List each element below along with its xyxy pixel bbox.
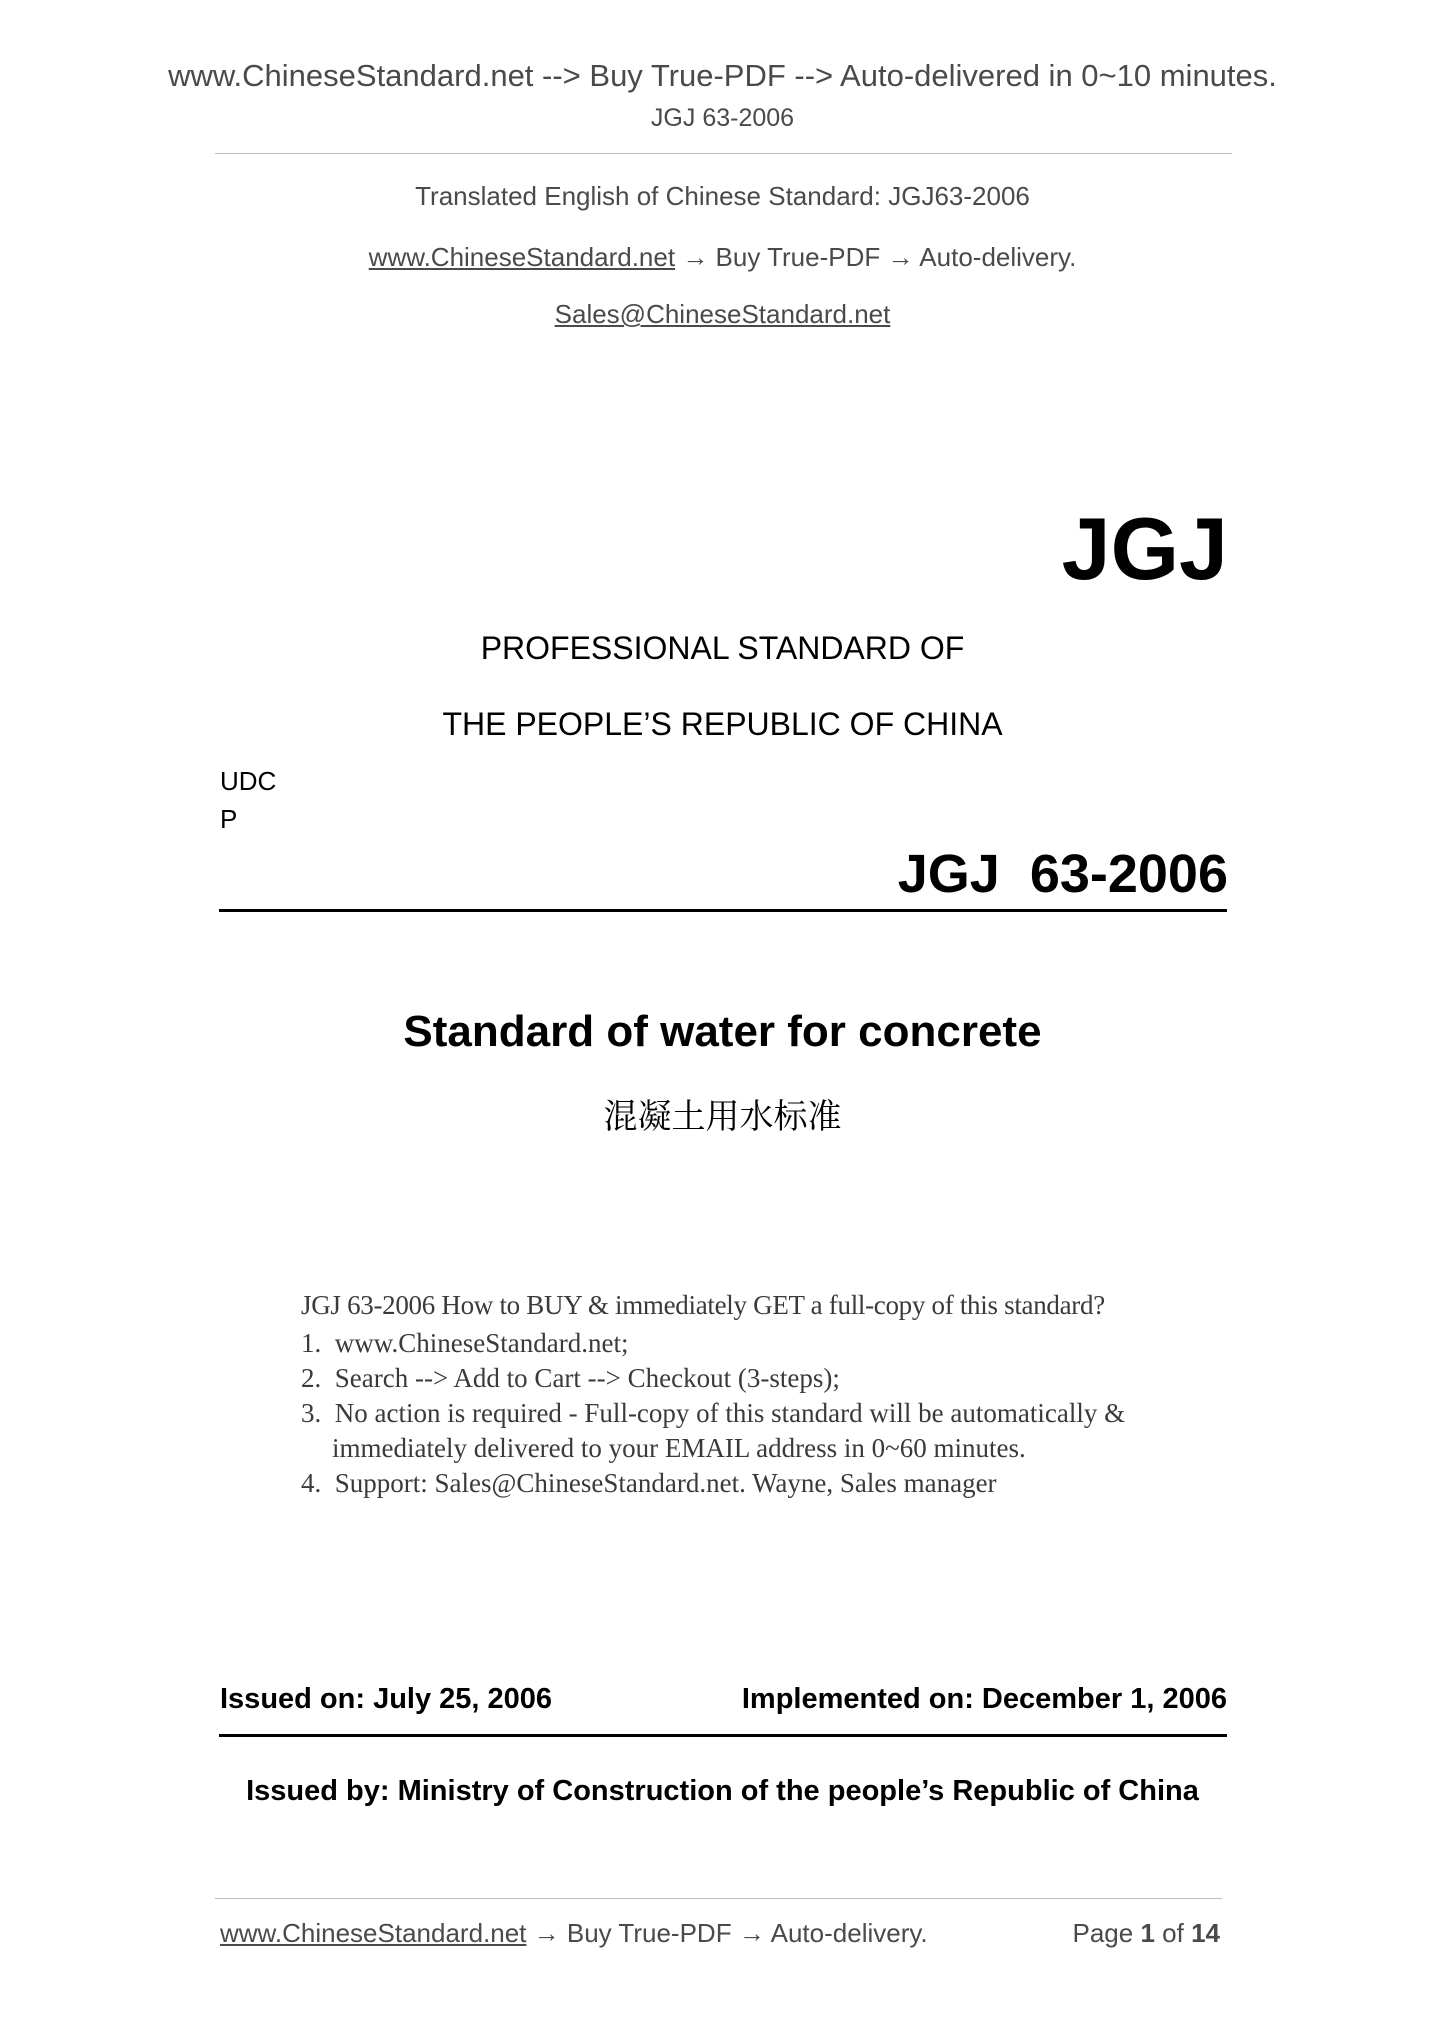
standard-title-en: Standard of water for concrete: [403, 1007, 1042, 1056]
list-item-text: www.ChineseStandard.net;: [334, 1328, 629, 1358]
code-divider: [219, 909, 1227, 912]
professional-standard-line1: PROFESSIONAL STANDARD OF: [480, 630, 965, 666]
issuing-authority: Issued by: Ministry of Construction of the people’s Republic of China: [246, 1775, 1199, 1807]
list-item-continuation: immediately delivered to your EMAIL address in 0~60 minutes.: [332, 1433, 1026, 1463]
sales-email-link[interactable]: Sales@ChineseStandard.net: [554, 299, 891, 329]
footer-buy-text: Buy True-PDF: [566, 1918, 732, 1948]
arrow-right-icon: →: [738, 1918, 765, 1948]
arrow-right-icon: →: [682, 242, 709, 272]
list-item-text: Search --> Add to Cart --> Checkout (3-steps);: [334, 1363, 840, 1393]
list-item-text: No action is required - Full-copy of this standard will be automatically &: [334, 1398, 1126, 1428]
implemented-date: Implemented on: December 1, 2006: [741, 1683, 1227, 1715]
standard-code: JGJ 63-2006: [897, 844, 1228, 904]
page-total: 14: [1191, 1918, 1220, 1948]
issued-date: Issued on: July 25, 2006: [220, 1683, 553, 1715]
list-item: [301, 1361, 1125, 1396]
list-item-number: 4.: [301, 1468, 322, 1498]
list-item-text: Support: Sales@ChineseStandard.net. Wayne, Sales manager: [334, 1468, 997, 1498]
list-item: [301, 1326, 1125, 1361]
arrow-right-icon: →: [533, 1918, 560, 1948]
list-item-number: 3.: [301, 1398, 322, 1428]
footer-site-link[interactable]: www.ChineseStandard.net: [220, 1918, 527, 1948]
jgj-logo: JGJ: [1061, 499, 1228, 598]
header-banner: www.ChineseStandard.net --> Buy True-PDF --> Auto-delivered in 0~10 minutes.: [168, 58, 1277, 93]
buy-text: Buy True-PDF: [715, 242, 881, 272]
standard-title-cn: 混凝土用水标准: [603, 1097, 842, 1137]
dates-divider: [219, 1734, 1227, 1737]
header-divider: [215, 153, 1232, 154]
udc-label: UDC: [220, 766, 277, 796]
sales-email-line: [0, 299, 1445, 330]
of-label: of: [1162, 1918, 1184, 1948]
page-number: 1: [1140, 1918, 1155, 1948]
howto-list: [301, 1326, 1125, 1501]
p-label: P: [220, 804, 238, 834]
list-item-number: 1.: [301, 1328, 322, 1358]
list-item: [301, 1466, 1125, 1501]
page-indicator: [1072, 1918, 1220, 1949]
howto-heading: JGJ 63-2006 How to BUY & immediately GET a full-copy of this standard?: [301, 1290, 1105, 1320]
professional-standard-line2: THE PEOPLE’S REPUBLIC OF CHINA: [442, 706, 1003, 742]
list-item-number: 2.: [301, 1363, 322, 1393]
header-doc-code: JGJ 63-2006: [650, 104, 795, 132]
arrow-right-icon: →: [887, 242, 914, 272]
page-label: Page: [1072, 1918, 1134, 1948]
auto-delivery-text: Auto-delivery.: [919, 242, 1077, 272]
footer-auto-text: Auto-delivery.: [770, 1918, 928, 1948]
translated-note: Translated English of Chinese Standard: JGJ63-2006: [415, 181, 1030, 211]
list-item: [301, 1396, 1125, 1431]
footer-divider: [215, 1898, 1222, 1899]
footer-delivery-line: [220, 1918, 928, 1949]
site-link[interactable]: www.ChineseStandard.net: [368, 242, 676, 272]
intro-delivery-line: [0, 242, 1445, 273]
